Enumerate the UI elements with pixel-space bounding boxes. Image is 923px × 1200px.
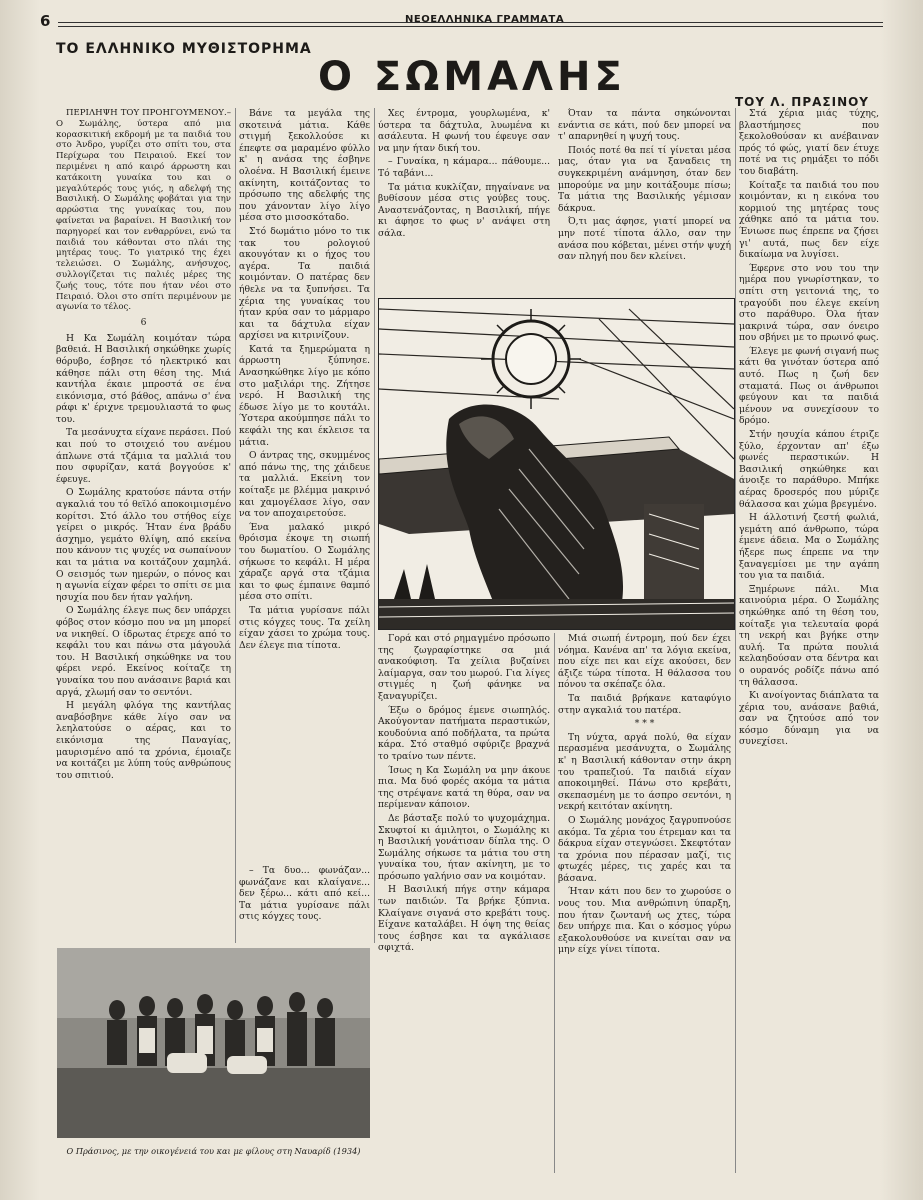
paragraph: Δε βάσταξε πολύ το ψυχομάχημα. Σκυφτοί κι άμιλητοι, ο Σωμάλης κι η Βασιλική γονάτισαν δίπλα της. Ο Σωμάλης σήκωσε τα μάτια του στη γυναίκα του, ήταν ακίνητη, με το πρόσωπο γαλήνιο σαν να κοιμόταν.	[378, 812, 550, 882]
section-heading: ΤΟ ΕΛΛΗΝΙΚΟ ΜΥΘΙΣΤΟΡΗΜΑ	[56, 41, 312, 57]
paragraph: Η Βασιλική πήγε στην κάμαρα των παιδιών. Τα βρήκε ξύπνια. Κλαίγανε σιγανά στο κρεβάτι τους. Είχανε καταλάβει. Η όψη της θείας τους έσβησε και τα αγκάλιασε σφιχτά.	[378, 884, 550, 954]
paragraph: Τη νύχτα, αργά πολύ, θα είχαν περασμένα μεσάνυχτα, ο Σωμάλης κ' η Βασιλική κάθονταν στην άκρη του τραπεζιού. Τα παιδιά είχαν αποκοιμηθεί. Πάνω στο κρεβάτι, σκεπασμένη με το άσπρο σεντόνι, η νεκρή κειτόταν ακίνητη.	[558, 731, 731, 813]
paragraph: Ήταν κάτι που δεν το χωρούσε ο νους του. Μια ανθρώπινη ύπαρξη, που ήταν ζωντανή ως χτες, τώρα δεν υπήρχε πια. Και ο κόσμος γύρω εξακολουθούσε να κινείται σαν να μην είχε γίνει τίποτα.	[558, 886, 731, 956]
masthead: ΝΕΟΕΛΛΗΝΙΚΑ ΓΡΑΜΜΑΤΑ	[405, 14, 565, 25]
paragraph: Η Κα Σωμάλη κοιμόταν τώρα βαθειά. Η Βασιλική σηκώθηκε χωρίς θόρυβο, έσβησε τό ηλεκτρικό και κάθησε πάλι στη θέση της. Μιά καντήλα έκαιε μπροστά σε ένα εικόνισμα, στό βάθος, απάνω σ' ένα ράφι κ' έριχνε τρεμουλιαστά το φως του.	[56, 332, 231, 425]
paragraph: Η άλλοτινή ζεστή φωλιά, γεμάτη από άνθρωπο, τώρα έμενε άδεια. Μα ο Σωμάλης ήξερε πως έπρεπε να την ξαναγεμίσει με την αγάπη του για τα παιδιά.	[739, 512, 879, 582]
story-title: Ο ΣΩΜΑΛΗΣ	[318, 54, 626, 100]
paragraph: Ίσως η Κα Σωμάλη να μην άκουε πια. Μα δυό φορές ακόμα τα μάτια της στρέψανε κατά τη θύρα, σαν να περίμεναν κάποιον.	[378, 764, 550, 811]
paragraph: Τα μεσάνυχτα είχανε περάσει. Πού και πού το στοιχειό του ανέμου άπλωνε στά τζάμια τα μαλλιά του που σφυρίζαν, κατά βογγούσε κ' έφευγε.	[56, 427, 231, 485]
paragraph: – Γυναίκα, η κάμαρα... πάθουμε... Τό ταβάνι...	[378, 156, 550, 179]
paragraph: Έλεγε με φωνή σιγανή πως κάτι θα γινόταν ύστερα από αυτό. Πως η ζωή δεν σταματά. Πως οι άνθρωποι φεύγουν και τα παιδιά μένουν να συνεχίσουν το δρόμο.	[739, 345, 879, 427]
column-2	[239, 108, 370, 941]
woodcut-illustration	[378, 298, 735, 630]
paragraph: Ο Σωμάλης κρατούσε πάντα στήν αγκαλιά του τό θεϊλό αποκοιμισμένο κορίτσι. Στό άλλο του στήθος είχε γείρει ο μικρός. Ήταν ένα βράδυ άσχημο, γεμάτο θλίψη, από εκείνα που κάνουν τις ψυχές να σωπαίνουν και τα μάτια να κοιτάζουν χαμηλά. Ο σεισμός των ημερών, ο πόνος και η αγωνία είχαν φέρει το σπίτι σε μια ησυχία που δεν ήταν γαλήνη.	[56, 487, 231, 603]
paragraph: Ο άντρας της, σκυμμένος από πάνω της, της χάιδευε τα μαλλιά. Εκείνη τον κοίταξε με βλέμμα μακρινό και χαμογέλασε λίγο, σαν να τον αποχαιρετούσε.	[239, 450, 370, 520]
paragraph: Χες έντρομα, γουρλωμένα, κ' ύστερα τα δάχτυλα, λυωμένα κι ασάλευτα. Η φωνή του έφευγε σαν να μην ήταν δική του.	[378, 108, 550, 154]
column-4-top	[558, 108, 731, 293]
paragraph: Ο Σωμάλης έλεγε πως δεν υπάρχει φόβος στον κόσμο που να μη μπορεί να νικηθεί. Ο ίδρωτας έτρεχε από το κεφάλι του και πάνω στα μάγουλά του. Η Βασιλική σηκώθηκε να του φέρει νερό. Εκείνος κοίταζε τη γυναίκα του που ανάσαινε βαριά και αργά, χλωμή σαν το σεντόνι.	[56, 605, 231, 698]
paragraph: Ποιός ποτέ θα πεί τί γίνεται μέσα μας, όταν για να ξαναδεις τη συγκεκριμένη ανάμνηση, όταν δεν μπορούμε να μην κοιτάξουμε πίσω; Τα μάτια της Βασιλικής γέμισαν δάκρυα.	[558, 144, 731, 214]
story-author: ΤΟΥ Λ. ΠΡΑΣΙΝΟΥ	[735, 95, 869, 109]
photo-caption: Ο Πράσινος, με την οικογένειά του και με φίλους στη Ναυαρίδ (1934)	[66, 1146, 361, 1156]
illustration-drawing	[379, 299, 734, 629]
paragraph: Τα μάτια γυρίσανε πάλι στις κόγχες τους. Τα χείλη είχαν χάσει το χρώμα τους. Δεν έλεγε πια τίποτα.	[239, 604, 370, 651]
column-2-bottom	[239, 865, 370, 945]
paragraph: Στό δωμάτιο μόνο το τικ τακ του ρολογιού ακουγόταν κι ο ήχος του αγέρα. Τα παιδιά κοιμόνταν. Ο πατέρας δεν ήθελε να τα ξυπνήσει. Τα χέρια της γυναίκας του ήταν κρύα σαν το μάρμαρο και τα δάχτυλα είχαν αρχίσει να κιτρινίζουν.	[239, 225, 370, 342]
paragraph: Κοίταξε τα παιδιά του που κοιμόνταν, κι η εικόνα του κορμιού της μητέρας τους χάθηκε από τα μάτια του. Ένιωσε πως έπρεπε να ζήσει γι' αυτά, πως δεν είχε δικαίωμα να λυγίσει.	[739, 179, 879, 261]
column-divider	[235, 108, 236, 943]
photo-drawing	[57, 948, 370, 1138]
chapter-number: 6	[140, 317, 147, 329]
paragraph: Βάνε τα μεγάλα της σκοτεινά μάτια. Κάθε στιγμή ξεκολλούσε κι έπεφτε σα μαραμένο φύλλο κ' η ανάσα της έσβηνε ολοένα. Η Βασιλική έμεινε ακίνητη, κοιτάζοντας το πρόσωπο της αδελφής της που χάνονταν λίγο λίγο μέσα στο μισοσκόταδο.	[239, 108, 370, 224]
section-break-stars: * * *	[634, 718, 655, 730]
paragraph: Όταν τα πάντα σηκώνονται ενάντια σε κάτι, πού δεν μπορεί να τ' απαρνηθεί η ψυχή τους.	[558, 108, 731, 143]
header-rule-double	[58, 26, 883, 27]
paragraph: Κατά τα ξημερώματα η άρρωστη ξύπνησε. Ανασηκώθηκε λίγο με κόπο στο μαξιλάρι της. Ζήτησε νερό. Η Βασιλική της έδωσε λίγο με το κουτάλι. Ύστερα ακούμπησε πάλι το κεφάλι της και έκλεισε τα μάτια.	[239, 343, 370, 448]
paragraph: Ό,τι μας άφησε, γιατί μπορεί να μην ποτέ τίποτα άλλο, σαν την ανάσα που κόβεται, μένει στήν ψυχή σαν πληγή που δεν κλείνει.	[558, 216, 731, 263]
column-5	[739, 108, 879, 1173]
paragraph: Ο Σωμάλης μονάχος ξαγρυπνούσε ακόμα. Τα χέρια του έτρεμαν και τα δάκρυα είχαν στεγνώσει. Σκεφτόταν τα χρόνια που πέρασαν μαζί, τις φτωχές μέρες, τις χαρές και τα βάσανα.	[558, 814, 731, 884]
paragraph: Γορά και στό ρημαγμένο πρόσωπο της ζωγραφίστηκε σα μιά ανακούφιση. Τα χείλια βυζαίνει λαίμαργα, σαν του μωρού. Για λίγες στιγμές η ζωή φάνηκε να ξαναγυρίζει.	[378, 633, 550, 702]
column-1	[56, 108, 231, 941]
column-divider	[374, 108, 375, 943]
paragraph: Τα παιδιά βρήκανε καταφύγιο στην αγκαλιά του πατέρα.	[558, 692, 731, 716]
paragraph: Στά χέρια μιάς τύχης, βλαστήμησες που ξεκολοθούσαν κι ανέβαιναν πρός τό φώς, γιατί δεν έτυχε ποτέ να τις ρημάξει το πόδι του διαβάτη.	[739, 108, 879, 177]
column-divider	[554, 633, 555, 1173]
paragraph: – Τα δυο... φωνάζαν... φωνάζανε και κλαίγανε... δεν ξέρω... κάτι από κεί... Τα μάτια γυρίσανε πάλι στις κόγχες τους.	[239, 865, 370, 923]
column-3-bottom	[378, 633, 550, 1173]
paragraph: Τα μάτια κυκλίζαν, πηγαίνανε να βυθίσουν μέσα στις γούβες τους. Αναστενάζοντας, η Βασιλική, πήγε κι άφησε το φως ν' ανάψει στη σάλα.	[378, 181, 550, 239]
paragraph: Μιά σιωπή έντρομη, πού δεν έχει νόημα. Κανένα απ' τα λόγια εκείνα, που είχε πει και είχε ακούσει, δεν άξιζε τώρα τίποτα. Η θάλασσα του πόνου τα σκέπαζε όλα.	[558, 633, 731, 691]
family-photo	[57, 948, 370, 1138]
paragraph: Κι ανοίγοντας διάπλατα τα χέρια του, ανάσανε βαθιά, σαν να ζητούσε από τον κόσμο δύναμη για να συνεχίσει.	[739, 690, 879, 748]
recap-paragraph: ΠΕΡΙΛΗΨΗ ΤΟΥ ΠΡΟΗΓΟΥΜΕΝΟΥ.– Ο Σωμάλης, ύστερα από μια κορασκιτική εκδρομή με τα παιδιά του στο Άνδρο, γυρίζει στο σπίτι του, στα Περίχωρα του Πειραιού. Εκεί τον περιμένει η από καιρό άρρωστη και κατάκοιτη γυναίκα του και ο μεγαλύτερός τους γιός, η αδελφή της Βασιλική. Ο Σωμάλης φοβάται για την αρρώστια της γυναίκας του, που φαίνεται να βαραίνει. Η Βασιλική τον παρηγορεί και τον ενθαρρύνει, ενώ τα παιδιά του κάθονται στο πλάι της μητέρας τους. Το γιατρικό της έχει τελειώσει. Ο Σωμάλης, ανήσυχος, συλλογίζεται τις παλιές μέρες της ζωής τους, τότε που ήταν νέοι στο Πειραιό. Όλοι στο σπίτι περιμένουν με αγωνία το τέλος.	[56, 108, 231, 313]
paragraph: Έφερνε στο νου του την ημέρα που γνωρίστηκαν, το σπίτι στη γειτονιά της, το τραγούδι που έλεγε εκείνη στο παράθυρο. Όλα ήταν μακρινά τώρα, σαν όνειρο που σβήνει με το πρωινό φως.	[739, 262, 879, 344]
column-divider	[735, 108, 736, 1173]
column-3-top	[378, 108, 550, 293]
paragraph: Στήν ησυχία κάπου έτριζε ξύλο, έρχονταν απ' έξω φωνές περαστικών. Η Βασιλική σηκώθηκε και άνοιξε το παράθυρο. Μπήκε αέρας δροσερός που μύριζε θάλασσα και χώμα βρεγμένο.	[739, 429, 879, 510]
page-number: 6	[40, 12, 51, 30]
paragraph: Ξημέρωνε πάλι. Μια καινούρια μέρα. Ο Σωμάλης σηκώθηκε από τη θέση του, κοίταξε για τελευταία φορά τη νεκρή και βγήκε στην αυλή. Τα πρώτα πουλιά κελαηδούσαν στα δέντρα και ο ουρανός ροδίζε πάνω από τη θάλασσα.	[739, 583, 879, 688]
paragraph: Ένα μαλακό μικρό θρόισμα έκοψε τη σιωπή του δωματίου. Ο Σωμάλης σήκωσε το κεφάλι. Η μέρα χάραζε αργά στα τζάμια και το φως έμπαινε θαμπό μέσα στο σπίτι.	[239, 521, 370, 603]
paragraph: Η μεγάλη φλόγα της καντήλας αναβόσβηνε κάθε λίγο σαν να λεηλατούσε ο αέρας, και το εικόνισμα της Παναγίας, μαυρισμένο από τα χρόνια, έμοιαζε να κοιτάζει με λύπη τούς ανθρώπους του σπιτιού.	[56, 700, 231, 781]
paragraph: Έξω ο δρόμος έμενε σιωπηλός. Ακούγονταν πατήματα περαστικών, κουδούνια από ποδήλατα, τα πρώτα κάρα. Στό σταθμό σφύριζε βραχνά το τραίνο των πέντε.	[378, 704, 550, 762]
header-rule	[58, 22, 883, 23]
column-4-bottom	[558, 633, 731, 1173]
